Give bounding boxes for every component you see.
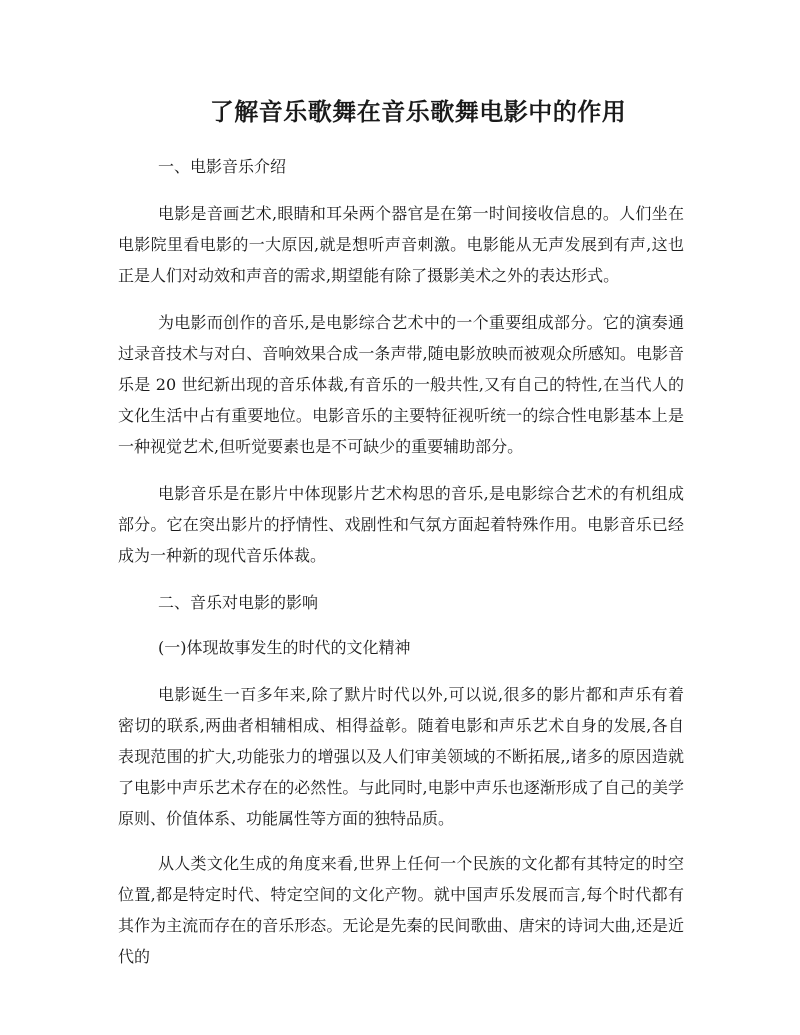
paragraph-3: 电影音乐是在影片中体现影片艺术构思的音乐,是电影综合艺术的有机组成部分。它在突出影片的抒情性、戏剧性和气氛方面起着特殊作用。电影音乐已经成为一种新的现代音乐体裁。 <box>118 484 684 565</box>
paragraph-1: 电影是音画艺术,眼睛和耳朵两个器官是在第一时间接收信息的。人们坐在电影院里看电影的一大原因,就是想听声音刺激。电影能从无声发展到有声,这也正是人们对动效和声音的需求,期望能有除了摄影美术之外的表达形式。 <box>118 204 684 285</box>
paragraph-2: 为电影而创作的音乐,是电影综合艺术中的一个重要组成部分。它的演奏通过录音技术与对白、音响效果合成一条声带,随电影放映而被观众所感知。电影音乐是 20 世纪新出现的音乐体裁,有音乐的一般共性,又有自己的特性,在当代人的文化生活中占有重要地位。电影音乐的主要特征视听统一的综合性电影基本上是一种视觉艺术,但听觉要素也是不可缺少的重要辅助部分。 <box>118 313 684 456</box>
document-title: 了解音乐歌舞在音乐歌舞电影中的作用 <box>209 97 627 126</box>
section-heading-1: 一、电影音乐介绍 <box>158 157 287 176</box>
paragraph-4: 电影诞生一百多年来,除了默片时代以外,可以说,很多的影片都和声乐有着密切的联系,两曲者相辅相成、相得益彰。随着电影和声乐艺术自身的发展,各自表现范围的扩大,功能张力的增强以及人们审美领域的不断拓展,,诸多的原因造就了电影中声乐艺术存在的必然性。与此同时,电影中声乐也逐渐形成了自己的美学原则、价值体系、功能属性等方面的独特品质。 <box>118 685 684 828</box>
section-heading-2: 二、音乐对电影的影响 <box>158 593 319 612</box>
subsection-heading-1: (一)体现故事发生的时代的文化精神 <box>158 638 411 657</box>
paragraph-5: 从人类文化生成的角度来看,世界上任何一个民族的文化都有其特定的时空位置,都是特定时代、特定空间的文化产物。就中国声乐发展而言,每个时代都有其作为主流而存在的音乐形态。无论是先秦的民间歌曲、唐宋的诗词大曲,还是近代的 <box>118 854 684 966</box>
